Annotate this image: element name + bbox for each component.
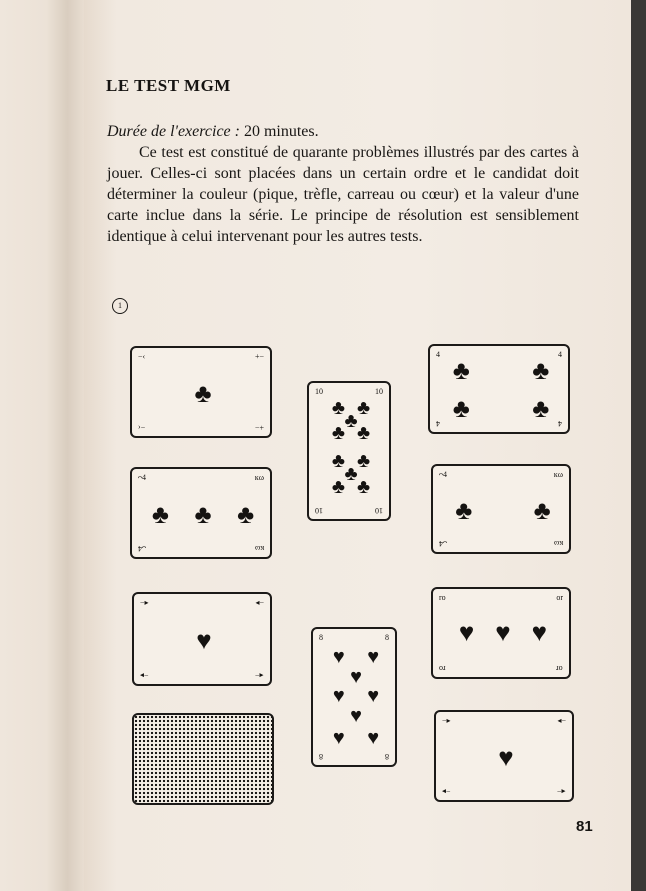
corner-index: ro xyxy=(439,664,446,673)
corner-index: 10 xyxy=(375,506,383,515)
card-left-1 xyxy=(130,346,272,438)
club-pip-icon: ♣ xyxy=(357,422,371,445)
intro-body: Ce test est constitué de quarante problèmes illustrés par des cartes à jouer. Celles-ci sont placées dans un certain ordre et le candidat doit déterminer la couleur (pique, trèfle, carreau ou cœur) et la valeur d'une carte inclue dans la série. Le principe de résolution est sensiblement identique à celui intervenant pour les autres tests. xyxy=(107,144,579,245)
corner-index: ĸω xyxy=(254,473,264,482)
corner-index: ĸω xyxy=(553,470,563,479)
card-left-3 xyxy=(132,592,272,686)
corner-index: −▸ xyxy=(442,787,451,796)
club-pip-icon: ♣ xyxy=(344,409,358,432)
card-center-2 xyxy=(311,627,397,767)
page-title: LE TEST MGM xyxy=(106,76,231,95)
corner-index: −‹ xyxy=(138,423,146,432)
corner-index: ◂− xyxy=(557,716,566,725)
corner-index: −▸ xyxy=(442,716,451,725)
corner-index: 4 xyxy=(436,419,440,428)
heart-pip-icon: ♥ xyxy=(367,727,380,750)
club-pip-icon: ♣ xyxy=(194,379,212,408)
club-pip-icon: ♣ xyxy=(452,356,470,386)
corner-index: 10 xyxy=(315,387,323,396)
heart-pip-icon: ♥ xyxy=(196,626,212,655)
club-pip-icon: ♣ xyxy=(151,500,169,529)
duration-value: 20 minutes. xyxy=(243,123,319,140)
heart-pip-icon: ♥ xyxy=(531,618,548,648)
club-pip-icon: ♣ xyxy=(532,394,550,423)
heart-pip-icon: ♥ xyxy=(495,618,511,648)
corner-index: ro xyxy=(439,593,446,602)
card-right-3 xyxy=(431,587,571,679)
corner-index: 10 xyxy=(315,506,323,515)
club-pip-icon: ♣ xyxy=(357,397,371,420)
heart-pip-icon: ♥ xyxy=(498,743,514,772)
club-pip-icon: ♣ xyxy=(357,450,371,473)
corner-index: 8 xyxy=(319,633,323,642)
corner-index: +− xyxy=(254,352,264,361)
corner-index: ĸω xyxy=(553,539,563,548)
corner-index: ᴖ4 xyxy=(439,470,447,479)
corner-index: ᴗ4 xyxy=(138,544,146,553)
corner-index: ĸω xyxy=(254,544,264,553)
club-pip-icon: ♣ xyxy=(533,496,551,525)
corner-index: 4 xyxy=(558,350,562,359)
card-right-4 xyxy=(434,710,574,802)
heart-pip-icon: ♥ xyxy=(332,646,345,668)
heart-pip-icon: ♥ xyxy=(332,685,345,708)
club-pip-icon: ♣ xyxy=(237,500,255,529)
club-pip-icon: ♣ xyxy=(532,356,550,386)
club-pip-icon: ♣ xyxy=(452,394,470,423)
corner-index: 4 xyxy=(436,350,440,359)
heart-pip-icon: ♥ xyxy=(367,646,380,668)
club-pip-icon: ♣ xyxy=(455,496,473,525)
corner-index: 8 xyxy=(385,633,389,642)
club-pip-icon: ♣ xyxy=(331,475,345,498)
heart-pip-icon: ♥ xyxy=(367,685,380,708)
heart-pip-icon: ♥ xyxy=(350,704,362,727)
card-right-2 xyxy=(431,464,571,554)
corner-index: ◂− xyxy=(255,671,264,680)
corner-index: ᴗ4 xyxy=(439,539,447,548)
intro-paragraph xyxy=(107,121,579,247)
card-left-2 xyxy=(130,467,272,559)
corner-index: −▸ xyxy=(140,598,149,607)
corner-index: or xyxy=(556,664,563,673)
corner-index: or xyxy=(556,593,563,602)
card-center-1 xyxy=(307,381,391,521)
heart-pip-icon: ♥ xyxy=(332,727,345,750)
club-pip-icon: ♣ xyxy=(331,450,345,473)
club-pip-icon: ♣ xyxy=(331,397,345,420)
corner-index: −▸ xyxy=(140,671,149,680)
heart-pip-icon: ♥ xyxy=(458,618,475,648)
corner-index: 4 xyxy=(558,419,562,428)
corner-index: 8 xyxy=(319,752,323,761)
club-pip-icon: ♣ xyxy=(331,422,345,445)
club-pip-icon: ♣ xyxy=(344,463,358,485)
duration-label: Durée de l'exercice : xyxy=(107,123,240,140)
card-right-1 xyxy=(428,344,570,434)
club-pip-icon: ♣ xyxy=(357,475,371,498)
corner-index: ᴖ4 xyxy=(138,473,146,482)
corner-index: 10 xyxy=(375,387,383,396)
corner-index: −‹ xyxy=(138,352,146,361)
corner-index: ◂− xyxy=(255,598,264,607)
corner-index: ◂− xyxy=(557,787,566,796)
corner-index: +− xyxy=(254,423,264,432)
problem-number: 1 xyxy=(112,298,128,314)
heart-pip-icon: ♥ xyxy=(350,665,362,688)
page-number: 81 xyxy=(576,818,593,835)
facing-page-edge xyxy=(0,0,84,891)
club-pip-icon: ♣ xyxy=(194,500,212,529)
card-left-4 xyxy=(132,713,274,805)
corner-index: 8 xyxy=(385,752,389,761)
